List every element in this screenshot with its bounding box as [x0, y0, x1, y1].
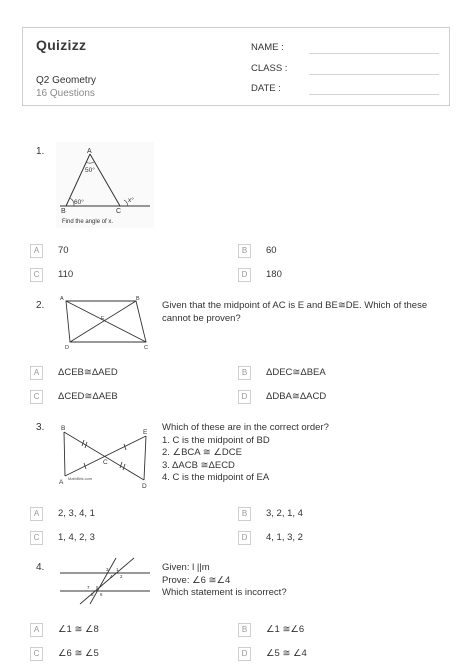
option-letter: B	[238, 623, 251, 637]
option-text: 1, 4, 2, 3	[58, 532, 95, 543]
option-text: 70	[58, 245, 69, 256]
question-2-number: 2.	[36, 300, 45, 311]
angle-label-2: 2	[120, 574, 123, 579]
angle-label-8: 8	[91, 592, 94, 597]
question-count: 16 Questions	[36, 88, 95, 99]
option-text: 4, 1, 3, 2	[266, 532, 303, 543]
angle-label-6: 6	[100, 592, 103, 597]
logo-text: Quizizz	[36, 37, 87, 53]
question-4-line-3: Which statement is incorrect?	[162, 587, 287, 599]
date-label: DATE :	[251, 83, 281, 94]
option-letter: B	[238, 507, 251, 521]
option-letter: D	[238, 647, 251, 661]
vertex-a: A	[60, 296, 64, 302]
option-text: 180	[266, 269, 282, 280]
option-text: ∠5 ≅ ∠4	[266, 648, 307, 659]
class-line	[309, 74, 439, 75]
question-3-line-3: 2. ∠BCA ≅ ∠DCE	[162, 447, 242, 459]
option-letter: D	[238, 268, 251, 282]
question-4-parallel-lines-figure	[56, 556, 154, 606]
quizizz-logo	[36, 37, 86, 53]
option-letter: C	[30, 647, 43, 661]
option-text: 2, 3, 4, 1	[58, 508, 95, 519]
option-text: 110	[58, 269, 74, 280]
angle-label-3: 3	[106, 567, 109, 572]
question-4-number: 4.	[36, 562, 45, 573]
option-text: ∠6 ≅ ∠5	[58, 648, 99, 659]
worksheet-header	[22, 27, 450, 106]
option-letter: A	[30, 366, 43, 380]
date-line	[309, 94, 439, 95]
question-2-parallelogram-figure	[56, 294, 152, 352]
name-line	[309, 53, 439, 54]
option-text: 3, 2, 1, 4	[266, 508, 303, 519]
option-letter: D	[238, 531, 251, 545]
angle-a-label: 50°	[85, 167, 95, 174]
option-letter: C	[30, 390, 43, 404]
question-3-bowtie-figure	[56, 422, 154, 492]
vertex-d: D	[65, 345, 69, 351]
question-2-line-1: Given that the midpoint of AC is E and BE≅DE. Which of these	[162, 300, 428, 311]
option-letter: B	[238, 244, 251, 258]
question-4-text	[162, 562, 287, 600]
option-text: ΔCED≅ΔAEB	[58, 391, 118, 402]
name-label: NAME :	[251, 42, 284, 53]
vertex-b: B	[136, 296, 140, 302]
option-text: ΔCEB≅ΔAED	[58, 367, 118, 378]
option-letter: A	[30, 623, 43, 637]
question-3-text	[162, 422, 329, 485]
option-text: ΔDEC≅ΔBEA	[266, 367, 326, 378]
figure-watermark: MathBits.com	[68, 476, 93, 481]
question-3-line-2: 1. C is the midpoint of BD	[162, 434, 270, 446]
question-3-line-1: Which of these are in the correct order?	[162, 422, 329, 433]
option-text: 60	[266, 245, 277, 256]
vertex-e: E	[143, 429, 148, 436]
angle-label-1: 1	[116, 567, 119, 572]
vertex-c: C	[116, 208, 122, 215]
option-letter: D	[238, 390, 251, 404]
vertex-e: E	[101, 316, 105, 322]
question-4-line-1: Given: l ||m	[162, 562, 210, 573]
option-text: ΔDBA≅ΔACD	[266, 391, 327, 402]
figure-caption: Find the angle of x.	[62, 219, 114, 225]
question-3-line-5: 4. C is the midpoint of EA	[162, 472, 270, 484]
vertex-b: B	[61, 208, 66, 215]
vertex-c: C	[103, 459, 108, 466]
angle-x-label: x°	[128, 197, 134, 204]
question-2-text	[162, 300, 427, 325]
option-letter: B	[238, 366, 251, 380]
question-1-number: 1.	[36, 146, 45, 157]
option-letter: A	[30, 507, 43, 521]
class-label: CLASS :	[251, 63, 288, 74]
angle-label-4: 4	[110, 574, 113, 579]
option-text: ∠1 ≅ ∠8	[58, 624, 99, 635]
worksheet-title: Q2 Geometry	[36, 75, 97, 86]
option-text: ∠1 ≅∠6	[266, 624, 305, 635]
option-letter: C	[30, 268, 43, 282]
angle-label-5: 5	[96, 585, 99, 590]
question-2-line-2: cannot be proven?	[162, 312, 241, 324]
option-letter: A	[30, 244, 43, 258]
question-3-line-4: 3. ΔACB ≅ΔECD	[162, 459, 235, 471]
angle-b-label: 60°	[74, 199, 84, 206]
question-4-line-2: Prove: ∠6 ≅∠4	[162, 574, 231, 586]
vertex-c: C	[144, 345, 148, 351]
vertex-a: A	[87, 148, 92, 155]
option-letter: C	[30, 531, 43, 545]
vertex-d: D	[142, 483, 147, 490]
angle-label-7: 7	[87, 585, 90, 590]
vertex-b: B	[61, 425, 66, 432]
question-1-triangle-figure	[56, 142, 154, 228]
vertex-a: A	[59, 479, 64, 486]
question-3-number: 3.	[36, 422, 45, 433]
